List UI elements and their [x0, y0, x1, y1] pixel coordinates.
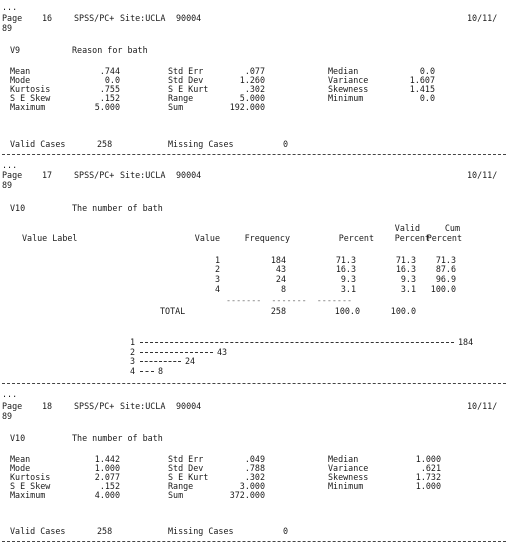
- histogram-count-label: 24: [185, 356, 196, 366]
- cell-valid-percent: 16.3: [395, 264, 416, 274]
- stat-label: Std Dev: [168, 463, 204, 473]
- stat-value: .755: [99, 84, 120, 94]
- stat-value: 1.415: [409, 84, 435, 94]
- column-header: Frequency: [244, 233, 290, 243]
- cell-valid-percent: 71.3: [395, 255, 416, 265]
- stat-label: Std Err: [168, 454, 204, 464]
- cell-percent: 9.3: [340, 274, 356, 284]
- cell-frequency: 8: [280, 284, 286, 294]
- stat-value: .744: [99, 66, 120, 76]
- variable-code: V10: [10, 203, 26, 213]
- stat-label: Range: [168, 93, 194, 103]
- total-label: TOTAL: [160, 306, 186, 316]
- total-frequency: 258: [270, 306, 286, 316]
- stat-label: Kurtosis: [10, 472, 51, 482]
- valid-cases-label: Valid Cases: [10, 526, 66, 536]
- histogram-category: 2: [130, 346, 136, 357]
- total-separator: ------- ------- -------: [226, 295, 353, 305]
- program-name: SPSS/PC+: [74, 13, 115, 23]
- stat-value: 2.077: [94, 472, 120, 482]
- column-header: Valid: [394, 223, 420, 233]
- stat-label: Sum: [168, 102, 184, 112]
- column-header: Percent: [338, 233, 374, 243]
- column-header: Percent: [426, 233, 462, 243]
- histogram-category: 4: [130, 365, 136, 376]
- stat-label: Mean: [10, 66, 31, 76]
- stat-label: Minimum: [328, 93, 364, 103]
- page-break-marker: ...: [2, 2, 18, 12]
- histogram-bar: [140, 352, 213, 353]
- page-divider: [2, 541, 506, 542]
- stat-label: Skewness: [328, 84, 369, 94]
- program-name: SPSS/PC+: [74, 401, 115, 411]
- print-date-year: 89: [2, 411, 13, 421]
- stat-label: Std Err: [168, 66, 204, 76]
- histogram-bar: [140, 371, 154, 372]
- print-date: 10/11/: [467, 170, 498, 180]
- page-break-marker: ...: [2, 160, 18, 170]
- site-label: Site:UCLA: [120, 13, 166, 23]
- page-number: 17: [42, 170, 53, 180]
- missing-cases-label: Missing Cases: [168, 526, 234, 536]
- stat-value: 1.000: [415, 454, 441, 464]
- histogram-count-label: 43: [217, 346, 228, 357]
- missing-cases-value: 0: [283, 139, 289, 149]
- histogram-bar: [140, 361, 181, 362]
- page-divider: [2, 383, 506, 384]
- site-id: 90004: [176, 401, 202, 411]
- stat-label: S E Skew: [10, 93, 51, 103]
- cell-value: 4: [214, 284, 220, 294]
- site-label: Site:UCLA: [120, 170, 166, 180]
- stat-value: 192.000: [229, 102, 265, 112]
- stat-value: 1.607: [409, 75, 435, 85]
- cell-frequency: 24: [275, 274, 286, 284]
- stat-label: Variance: [328, 75, 369, 85]
- site-id: 90004: [176, 13, 202, 23]
- variable-label: Reason for bath: [72, 45, 148, 55]
- stat-label: Std Dev: [168, 75, 204, 85]
- stat-value: .788: [244, 463, 265, 473]
- print-date: 10/11/: [467, 13, 498, 23]
- cell-cum-percent: 100.0: [430, 284, 456, 294]
- column-header: Value: [194, 233, 220, 243]
- stat-label: Median: [328, 454, 359, 464]
- page-label: Page: [2, 13, 23, 23]
- cell-cum-percent: 96.9: [435, 274, 456, 284]
- print-date-year: 89: [2, 23, 13, 33]
- variable-code: V9: [10, 45, 21, 55]
- stat-value: 0.0: [419, 93, 435, 103]
- valid-cases-label: Valid Cases: [10, 139, 66, 149]
- stat-label: Sum: [168, 490, 184, 500]
- stat-value: 0.0: [419, 66, 435, 76]
- stat-value: 4.000: [94, 490, 120, 500]
- print-date-year: 89: [2, 180, 13, 190]
- stat-value: 372.000: [229, 490, 265, 500]
- stat-value: 1.732: [415, 472, 441, 482]
- page-break-marker: ...: [2, 389, 18, 399]
- cell-frequency: 43: [275, 264, 286, 274]
- stat-label: Kurtosis: [10, 84, 51, 94]
- stat-label: S E Kurt: [168, 84, 209, 94]
- cell-value: 1: [214, 255, 220, 265]
- stat-label: S E Skew: [10, 481, 51, 491]
- stat-value: 1.260: [239, 75, 265, 85]
- cell-frequency: 184: [270, 255, 286, 265]
- column-header: Cum: [444, 223, 460, 233]
- column-header: Percent: [394, 233, 430, 243]
- stat-label: Maximum: [10, 490, 46, 500]
- histogram-count-label: 184: [458, 337, 474, 347]
- variable-label: The number of bath: [72, 203, 163, 213]
- total-valid-percent: 100.0: [390, 306, 416, 316]
- cell-cum-percent: 71.3: [435, 255, 456, 265]
- stat-value: 0.0: [104, 75, 120, 85]
- variable-label: The number of bath: [72, 433, 163, 443]
- page-label: Page: [2, 401, 23, 411]
- stat-label: Skewness: [328, 472, 369, 482]
- page-divider: [2, 154, 506, 155]
- stat-value: 5.000: [239, 93, 265, 103]
- page-number: 18: [42, 401, 53, 411]
- stat-label: S E Kurt: [168, 472, 209, 482]
- stat-label: Variance: [328, 463, 369, 473]
- page-number: 16: [42, 13, 53, 23]
- histogram-category: 1: [130, 337, 136, 347]
- histogram-bar: [140, 342, 454, 343]
- missing-cases-label: Missing Cases: [168, 139, 234, 149]
- stat-label: Minimum: [328, 481, 364, 491]
- stat-label: Range: [168, 481, 194, 491]
- stat-value: .049: [244, 454, 265, 464]
- print-date: 10/11/: [467, 401, 498, 411]
- stat-value: .621: [420, 463, 441, 473]
- site-label: Site:UCLA: [120, 401, 166, 411]
- cell-value: 3: [214, 274, 220, 284]
- stat-label: Mode: [10, 75, 31, 85]
- missing-cases-value: 0: [283, 526, 289, 536]
- stat-label: Mean: [10, 454, 31, 464]
- stat-value: 1.000: [415, 481, 441, 491]
- stat-value: .152: [99, 93, 120, 103]
- cell-valid-percent: 9.3: [400, 274, 416, 284]
- stat-label: Mode: [10, 463, 31, 473]
- column-header: Value Label: [22, 233, 78, 243]
- stat-value: 3.000: [239, 481, 265, 491]
- stat-value: .077: [244, 66, 265, 76]
- cell-percent: 71.3: [335, 255, 356, 265]
- cell-percent: 3.1: [340, 284, 356, 294]
- valid-cases-value: 258: [97, 526, 113, 536]
- stat-value: .302: [244, 472, 265, 482]
- cell-value: 2: [214, 264, 220, 274]
- stat-value: 5.000: [94, 102, 120, 112]
- stat-label: Median: [328, 66, 359, 76]
- stat-value: 1.442: [94, 454, 120, 464]
- stat-value: .152: [99, 481, 120, 491]
- program-name: SPSS/PC+: [74, 170, 115, 180]
- cell-cum-percent: 87.6: [435, 264, 456, 274]
- variable-code: V10: [10, 433, 26, 443]
- stat-value: .302: [244, 84, 265, 94]
- stat-value: 1.000: [94, 463, 120, 473]
- histogram-category: 3: [130, 356, 136, 366]
- cell-percent: 16.3: [335, 264, 356, 274]
- page-label: Page: [2, 170, 23, 180]
- histogram-count-label: 8: [158, 365, 164, 376]
- site-id: 90004: [176, 170, 202, 180]
- valid-cases-value: 258: [97, 139, 113, 149]
- total-percent: 100.0: [334, 306, 360, 316]
- cell-valid-percent: 3.1: [400, 284, 416, 294]
- stat-label: Maximum: [10, 102, 46, 112]
